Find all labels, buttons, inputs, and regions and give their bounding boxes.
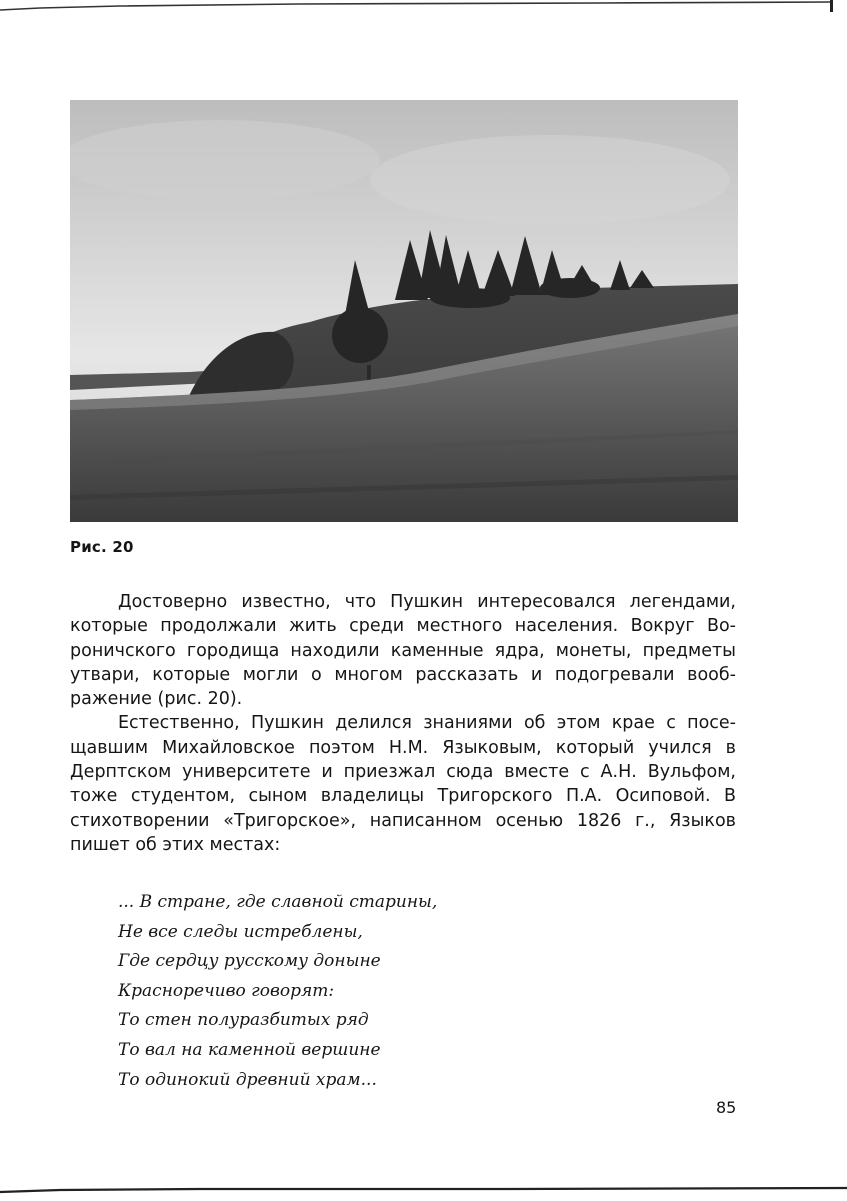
body-text [70, 590, 736, 857]
verse-line: Где сердцу русскому доныне [118, 951, 381, 972]
verse-line: То одинокий древний храм... [118, 1069, 377, 1090]
verse-line: ... В стране, где славной старины, [118, 892, 438, 912]
verse-line: То стен полуразбитых ряд [118, 1010, 369, 1031]
paragraph: Естественно, Пушкин делился знаниями об этом крае с посещавшим Михайловское поэтом Н.М. Языковым, который учился в Дерптском университете и приезжал сюда вместе с А.Н. Вульфом, тоже студентом, сыном владелицы Тригорского П.А. Осиповой. В стихотворении «Тригорское», написанном осенью 1826 г., Языков пишет об этих местах: [70, 713, 736, 855]
verse-line: Красноречиво говорят: [118, 980, 335, 1001]
scan-top-edge [0, 0, 847, 12]
verse-line: То вал на каменной вершине [118, 1039, 381, 1060]
verse-line: Не все следы истреблены, [118, 921, 363, 942]
page-number: 85 [716, 1098, 737, 1117]
figure-caption: Рис. 20 [70, 538, 134, 556]
paragraph: Достоверно известно, что Пушкин интересовался легендами, которые продолжали жить среди местного населения. Вокруг Вороничского городища находили каменные ядра, монеты, предметы утвари, которые могли о многом рассказать и подогревали воображение (рис. 20). [70, 592, 736, 710]
figure-photo [70, 100, 738, 522]
poem-excerpt [118, 888, 437, 1095]
scan-bottom-edge [0, 1180, 847, 1201]
